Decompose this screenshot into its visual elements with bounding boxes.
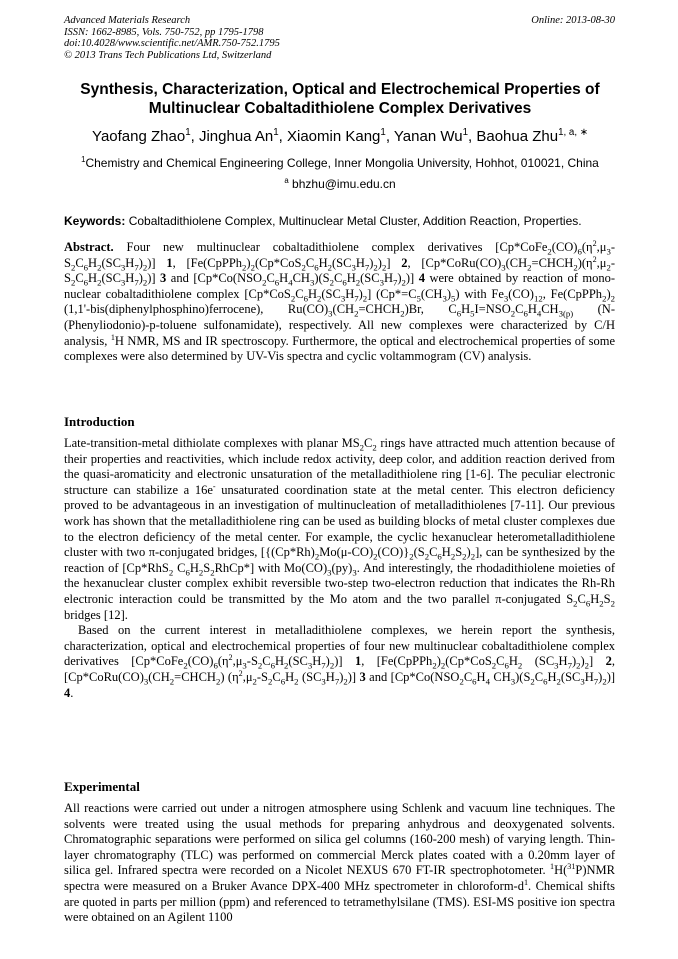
- paper-title: [40, 80, 640, 118]
- copyright-line: © 2013 Trans Tech Publications Ltd, Switzerland: [64, 49, 272, 61]
- corresponding-author-mark: 1, a, ∗: [558, 127, 588, 138]
- experimental-text: [64, 801, 615, 926]
- doi-line: doi:10.4028/www.scientific.net/AMR.750-752.1795: [64, 38, 280, 49]
- title-line-2: Multinuclear Cobaltadithiolene Complex Derivatives: [148, 100, 532, 117]
- author-name: Baohua Zhu: [476, 128, 559, 145]
- author-affiliation-mark: 1: [185, 127, 191, 138]
- author-name: Yanan Wu: [393, 128, 463, 145]
- affiliation-mark: 1: [81, 155, 86, 164]
- author-name: Xiaomin Kang: [286, 128, 381, 145]
- author-affiliation-mark: 1: [380, 127, 386, 138]
- author-affiliation-mark: 1: [462, 127, 469, 138]
- introduction-text: [64, 436, 615, 701]
- section-heading-experimental: Experimental: [64, 779, 140, 794]
- author-list: Yaofang Zhao$^1$, Jinghua An$^1$, Xiaomin Kang$^1$, Yanan Wu$^1$, Baohua Zhu$^{1, a, ∗}$: [92, 127, 588, 145]
- keywords-text: Cobaltadithiolene Complex, Multinuclear Metal Cluster, Addition Reaction, Properties.: [128, 214, 582, 228]
- journal-header: [64, 15, 615, 61]
- issn-line: ISSN: 1662-8985, Vols. 750-752, pp 1795-1798: [64, 26, 264, 38]
- paragraph: Based on the current interest in metalladithiolene complexes, we herein report the synthesis, characterization, optical and electrochemical properties of four new multinuclear cobaltadithiolene complex derivatives $[Cp*CoFe_2(CO)_6(\eta^2,\mu_3-S_2C_6H_2(SC_3H_7)_2)]$ 1, [$Fe(CpPPh_2)_2(Cp*CoS_2C_6H_2$ $(SC_3H_7)_2)_2$] 2, [$Cp*CoRu(CO)_3(CH_2=CHCH_2)$ ($\eta^2,\mu_2-S_2C_6H_2$ $(SC_3H_7)_2$)] 3 and [$Cp*Co(NSO_2C_6H_4$ $CH_3)(S_2C_6H_2(SC_3H_7)_2)$] 4.: [64, 623, 616, 700]
- section-heading-introduction: Introduction: [64, 414, 135, 429]
- keywords: [64, 214, 615, 229]
- abstract-label: Abstract.: [64, 240, 114, 254]
- email-address: bhzhu@imu.edu.cn: [292, 177, 396, 191]
- title-line-1: Synthesis, Characterization, Optical and Electrochemical Properties of: [80, 81, 600, 98]
- journal-name: Advanced Materials Research: [64, 15, 191, 26]
- affiliation: [30, 156, 650, 171]
- paragraph: All reactions were carried out under a nitrogen atmosphere using Schlenk and vacuum line techniques. The solvents were treated using the usual methods for preparing anhydrous and deoxygenated solvents. Chromatographic separations were performed on silica gel columns (160-200 mesh) of varying length. Thin-layer chromatography (TLC) was performed on commercial Merck plates coated with a 0.20mm layer of silica gel. Infrared spectra were recorded on a Nicolet NEXUS 670 FT-IR spectrophotometer. $^1$H($^{31}$P)NMR spectra were measured on a Bruker Avance DPX-400 MHz spectrometer in chloroform-$d^1$. Chemical shifts are quoted in parts per million (ppm) and referenced to tetramethylsilane (TMS). ESI-MS positive ion spectra were obtained on an Agilent 1100: [64, 801, 615, 925]
- author-name: Jinghua An: [198, 128, 274, 145]
- keywords-label: Keywords:: [64, 214, 126, 228]
- paragraph: Late-transition-metal dithiolate complexes with planar $MS_2C_2$ rings have attracted much attention because of their properties and reactivities, which include redox activity, deep color, and addition reaction derived from the quasi-aromaticity and electronic unsaturation of the metalladithiolene ring [1-6]. The peculiar electronic structure can stabilize a 16e- unsaturated coordination state at the metal center. This electron deficiency proved to be advantageous in an investigation of multinucleation of metalladithiolenes [7-11]. Our previous work has shown that the metalladithiolene ring can be used as building blocks of metal cluster complexes due to the electron deficiency of the metal center. For example, the cyclic hexanuclear heterometalladithiolene cluster with two π-conjugated bridges, $[\{(Cp*Rh)_2Mo(\mu-CO)_2(CO)\}_2(S_2C_6H_2S_2)_2]$, can be synthesized by the reaction of [Cp*RhS$_2$ $C_6H_2S_2RhCp*$] with $Mo(CO)_3(py)_3$. And interestingly, the rhodadithiolene moieties of the hexanuclear cluster complex exhibit reversible two-step two-electron reduction that indicates the Rh-Rh electronic interaction could be transmitted by the Mo atom and the two parallel π-conjugated $S_2C_6H_2S_2$ bridges [12].: [64, 436, 616, 622]
- experimental-sentences: All reactions were carried out under a nitrogen atmosphere using Schlenk and vacuum line techniques. The solvents were treated using the usual methods for preparing anhydrous and deoxygenated solvents. Chromatographic separations were performed on silica gel columns (160-200 mesh) of varying length. Thin-layer chromatography (TLC) was performed on commercial Merck plates coated with a 0.20mm layer of silica gel. Infrared spectra were recorded on a Nicolet NEXUS 670 FT-IR spectrophotometer.: [64, 801, 615, 878]
- author-email: [30, 177, 650, 192]
- affiliation-text: Chemistry and Chemical Engineering College, Inner Mongolia University, Hohhot, 010021, China: [85, 156, 599, 170]
- author-name: Yaofang Zhao: [92, 128, 186, 145]
- author-affiliation-mark: 1: [273, 127, 279, 138]
- online-date: Online: 2013-08-30: [531, 15, 615, 26]
- email-mark: a: [284, 176, 289, 185]
- abstract: Abstract. Four new multinuclear cobaltadithiolene complex derivatives $[Cp*CoFe_2(CO)_6(\eta^2,\mu_3-S_2C_6H_2(SC_3H_7)_2)]$ 1, $[Fe(CpPPh_2)_2(Cp*CoS_2C_6H_2(SC_3H_7)_2)_2]$ 2, $[Cp*CoRu(CO)_3(CH_2=CHCH_2)(\eta^2,\mu_2-S_2C_6H_2(SC_3H_7)_2)]$ 3 and $[Cp*Co(NSO_2C_6H_4CH_3)(S_2C_6H_2(SC_3H_7)_2)]$ 4 were obtained by reaction of mono-nuclear cobaltadithiolene complex $[Cp*CoS_2C_6H_2(SC_3H_7)_2]$ $(Cp*=C_5(CH_3)_5)$ with $Fe_3(CO)_{12}$, $Fe(CpPPh_2)_2$ (1,1'-bis(diphenylphosphino)ferrocene), $Ru(CO)_3(CH_2=CHCH_2)Br$, $C_6H_5I=NSO_2C_6H_4CH_{3(p)}$ (N-(Phenyliodonio)-p-toluene sulfonamidate), respectively. All new complexes were characterized by C/H analysis, $^1$H NMR, MS and IR spectroscopy. Furthermore, the optical and electrochemical properties of some complexes were also determined by UV-Vis spectra and cyclic voltammogram (CV) analysis.: [64, 238, 615, 364]
